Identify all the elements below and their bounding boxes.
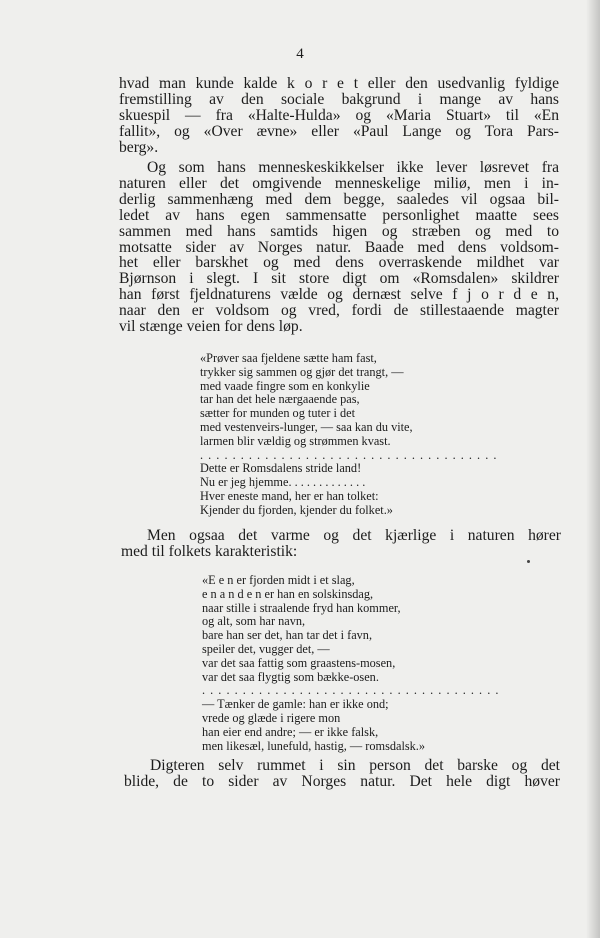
- verse-line: Kjender du fjorden, kjender du folket.»: [200, 502, 393, 517]
- text-line: Bjørnson i slegt. I sit store digt om «Romsdalen» skildrer: [119, 270, 559, 288]
- text-line: vil stænge veien for dens løp.: [119, 318, 303, 336]
- text-line: het eller barskhet og med dens overraskende mildhet var: [119, 254, 559, 272]
- page-spine-shadow: [586, 0, 600, 938]
- ellipsis-line: . . . . . . . . . . . . . . . . . . . . . . . . . . . . . . . . . . . . .: [200, 447, 498, 462]
- verse-line: vrede og glæde i rigere mon: [202, 710, 341, 725]
- verse-line: e n a n d e n er han en solskinsdag,: [202, 586, 374, 601]
- verse-line: speiler det, vugger det, —: [202, 641, 330, 656]
- verse-line: Dette er Romsdalens stride land!: [200, 461, 362, 476]
- text-line: berg».: [119, 138, 159, 156]
- text-line: Digteren selv rummet i sin person det barske og det: [150, 757, 560, 774]
- text-line: blide, de to sider av Norges natur. Det hele digt høver: [124, 772, 560, 790]
- verse-line: sætter for munden og tuter i det: [200, 406, 356, 421]
- text-line: han først fjeldnaturens vælde og dernæst selve f j o r d e n,: [119, 286, 559, 304]
- text-line: Og som hans menneskeskikkelser ikke lever løsrevet fra: [147, 159, 559, 176]
- verse-line: Nu er jeg hjemme. . . . . . . . . . . . .: [200, 475, 366, 490]
- text-line: derlig sammenhæng med dem begge, saaledes vil ogsaa bil-: [119, 190, 559, 208]
- verse-line: tar han det hele nærgaaende pas,: [200, 392, 360, 407]
- text-line: naturen eller det omgivende menneskelige miliø, men i in-: [119, 174, 559, 192]
- text-line: med til folkets karakteristik:: [121, 542, 298, 560]
- text-line: fremstilling av den sociale bakgrund i mange av hans: [119, 90, 559, 108]
- verse-line: — Tænker de gamle: han er ikke ond;: [202, 697, 389, 712]
- text-line: sammen med hans samtids higen og stræben og med to: [119, 222, 559, 240]
- page-number: 4: [296, 46, 304, 62]
- verse-fjorden: [202, 574, 499, 753]
- verse-line: men likesæl, lunefuld, hastig, — romsdalsk.»: [202, 738, 426, 753]
- text-line: naar den er voldsom og vred, fordi de stillestaaende magter: [119, 302, 559, 320]
- verse-line: bare han ser det, han tar det i favn,: [202, 628, 373, 643]
- paragraph-3: [121, 528, 561, 560]
- text-line: ledet av hans egen sammensatte personlighet maatte sees: [119, 206, 559, 224]
- paragraph-2: [119, 160, 559, 335]
- verse-line: var det saa flygtig som bække-osen.: [202, 669, 379, 684]
- verse-line: han eier end andre; — er ikke falsk,: [202, 724, 379, 739]
- verse-line: med vaade fingre som en konkylie: [200, 378, 370, 393]
- text-line: motsatte sider av Norges natur. Baade med dens voldsom-: [119, 238, 559, 256]
- paragraph-4: [124, 758, 560, 790]
- print-speck: [527, 560, 530, 563]
- verse-line: larmen blir vældig og strømmen kvast.: [200, 433, 391, 448]
- text-line: skuespil — fra «Halte-Hulda» og «Maria Stuart» til «En: [119, 106, 559, 124]
- verse-line: «Prøver saa fjeldene sætte ham fast,: [200, 351, 377, 365]
- verse-line: naar stille i straalende fryd han kommer,: [202, 600, 401, 615]
- verse-line: «E e n er fjorden midt i et slag,: [202, 573, 355, 587]
- verse-line: Hver eneste mand, her er han tolket:: [200, 488, 379, 503]
- verse-line: med vestenveirs-lunger, — saa kan du vite,: [200, 419, 413, 434]
- text-line: hvad man kunde kalde k o r e t eller den usedvanlig fyldige: [119, 75, 559, 92]
- verse-line: trykker sig sammen og gjør det trangt, —: [200, 364, 404, 379]
- text-line: Men ogsaa det varme og det kjærlige i naturen hører: [147, 527, 561, 544]
- paragraph-1: [119, 76, 559, 156]
- ellipsis-line: . . . . . . . . . . . . . . . . . . . . . . . . . . . . . . . . . . . . .: [202, 683, 500, 698]
- text-line: fallit», og «Over ævne» eller «Paul Lange og Tora Pars-: [119, 122, 559, 140]
- verse-line: var det saa fattig som graastens-mosen,: [202, 655, 396, 670]
- verse-line: og alt, som har navn,: [202, 614, 306, 629]
- verse-romsdalen: [200, 352, 497, 518]
